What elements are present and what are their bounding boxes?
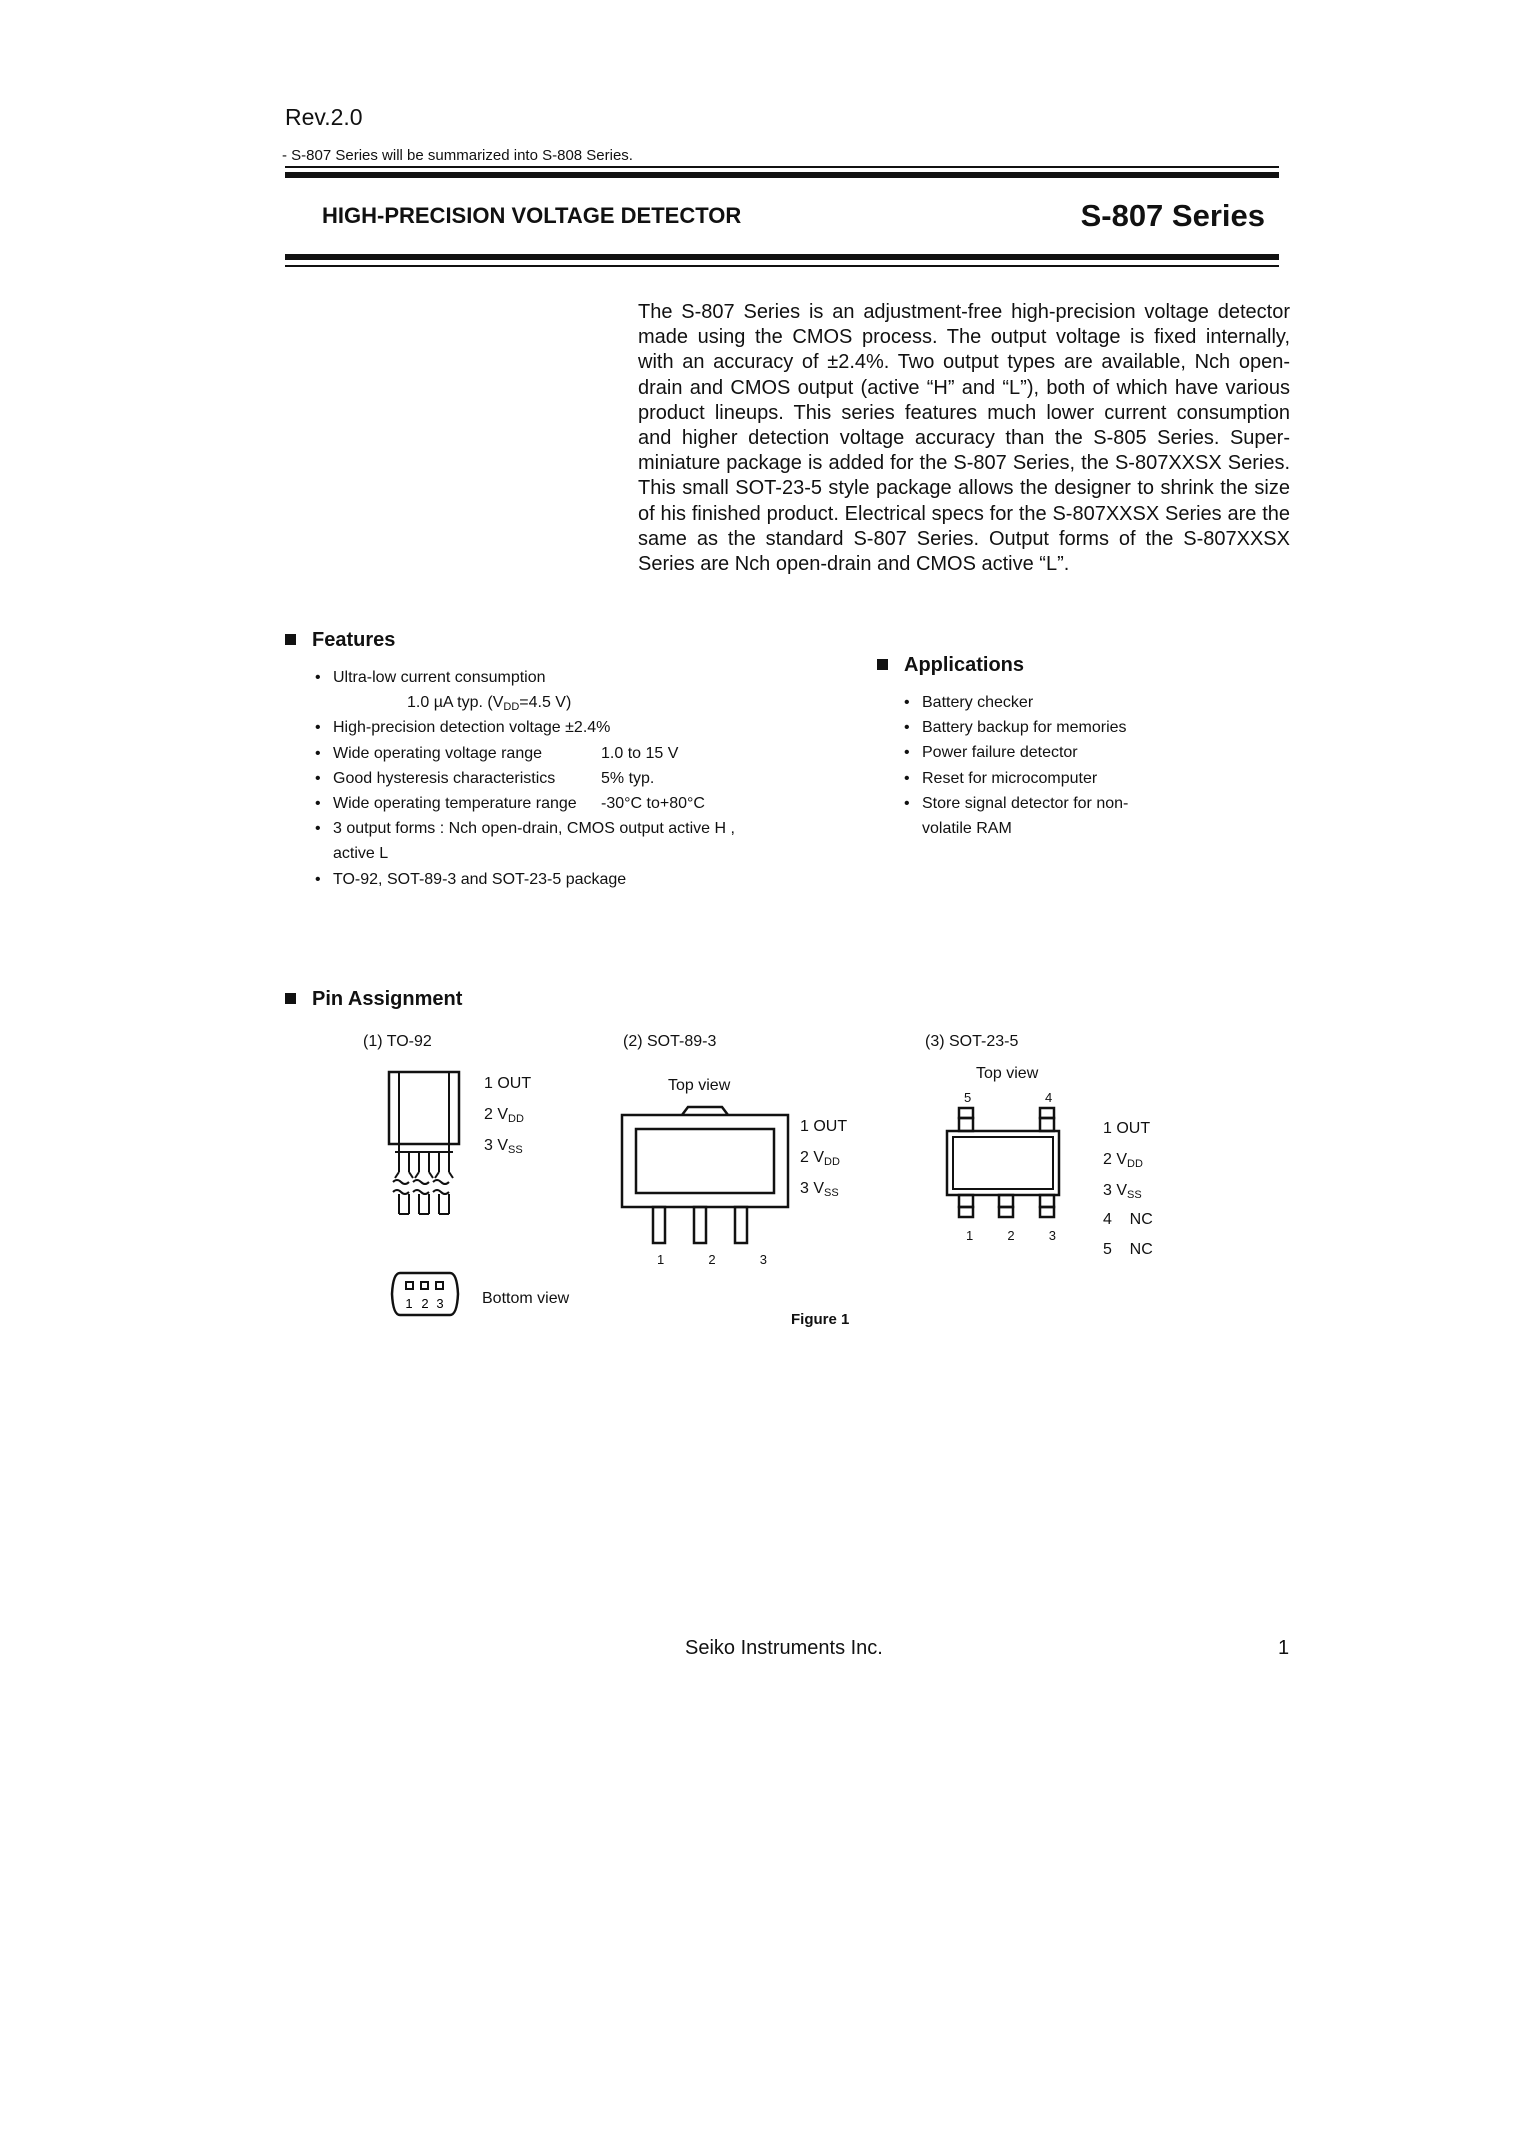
pin3-sub: SS — [1127, 1189, 1142, 1201]
pin3-sub: SS — [824, 1187, 839, 1199]
revision-label: Rev.2.0 — [285, 104, 363, 130]
feature-precision: High-precision detection voltage ±2.4% — [333, 719, 611, 737]
header-rule-thick-bottom — [285, 254, 1279, 260]
header-rule-thin-bottom — [285, 265, 1279, 267]
list-item — [900, 690, 1180, 715]
applications-list — [900, 690, 1180, 841]
current-post: =4.5 V) — [519, 694, 572, 712]
app-item: Reset for microcomputer — [922, 769, 1098, 787]
to92-package-drawing — [385, 1068, 465, 1220]
features-list — [311, 665, 831, 892]
pin2-sub: DD — [824, 1156, 840, 1168]
pin2-pre: 2 V — [800, 1149, 825, 1166]
list-item — [311, 766, 831, 791]
sot23-pin2 — [1103, 1151, 1143, 1170]
sot23-top-view: Top view — [976, 1065, 1039, 1082]
pin-assignment-heading-text: Pin Assignment — [312, 988, 463, 1010]
feature-temp-label: Wide operating temperature range — [333, 794, 577, 812]
list-item — [900, 740, 1180, 765]
to92-bottom-view-drawing — [390, 1270, 460, 1318]
header-rule-thin-top — [285, 166, 1279, 168]
sot89-pin3 — [800, 1180, 839, 1199]
footer-company: Seiko Instruments Inc. — [685, 1637, 883, 1659]
sot23-package-drawing — [944, 1105, 1064, 1225]
sot23-pin5: 5 NC — [1103, 1241, 1153, 1258]
list-item — [311, 816, 831, 841]
sot89-label: (2) SOT-89-3 — [623, 1033, 717, 1050]
app-item-cont: volatile RAM — [922, 819, 1012, 837]
bullet-square-icon — [285, 634, 296, 645]
pin3-sub: SS — [508, 1144, 523, 1156]
document-title: HIGH-PRECISION VOLTAGE DETECTOR — [322, 203, 742, 228]
to92-pin3 — [484, 1137, 523, 1156]
list-item — [900, 766, 1180, 791]
intro-paragraph: The S-807 Series is an adjustment-free high-precision voltage detector made using the CMOS process. The output voltage is fixed internally, with an accuracy of ±2.4%. Two output types are available, Nch open-drain and CMOS output (active “H” and “L”), both of which have various product lineups. This series features much lower current consumption and higher detection voltage accuracy than the S-805 Series. Super-miniature package is added for the S-807 Series, the S-807XXSX Series. This small SOT-23-5 style package allows the designer to shrink the size of his finished product. Electrical specs for the S-807XXSX Series are the same as the standard S-807 Series. Output forms of the S-807XXSX Series are Nch open-drain and CMOS active “L”. — [638, 301, 1290, 576]
current-sub: DD — [503, 701, 520, 714]
feature-voltage-value: 1.0 to 15 V — [601, 744, 679, 762]
bottom-pin-num: 2 — [421, 1296, 429, 1311]
feature-hysteresis-value: 5% typ. — [601, 769, 655, 787]
list-item — [900, 816, 1180, 841]
list-item — [311, 841, 831, 866]
pin2-pre: 2 V — [484, 1106, 509, 1123]
feature-temp-value: -30°C to+80°C — [601, 794, 705, 812]
figure-caption: Figure 1 — [791, 1311, 850, 1328]
app-item: Battery backup for memories — [922, 719, 1127, 737]
pin2-sub: DD — [1127, 1158, 1143, 1170]
bottom-pin-num: 1 — [405, 1296, 413, 1311]
to92-pin2 — [484, 1106, 524, 1125]
bullet-square-icon — [877, 659, 888, 670]
pin2-pre: 2 V — [1103, 1151, 1128, 1168]
to92-bottom-view-label: Bottom view — [482, 1290, 570, 1307]
pin3-pre: 3 V — [800, 1180, 825, 1197]
sot23-pin4-num: 4 — [1045, 1090, 1053, 1105]
pin3-pre: 3 V — [484, 1137, 509, 1154]
sot89-top-view: Top view — [668, 1077, 731, 1094]
header-rule-thick-top — [285, 172, 1279, 178]
current-pre: 1.0 µA typ. (V — [407, 694, 504, 712]
pin3-pre: 3 V — [1103, 1182, 1128, 1199]
feature-voltage-label: Wide operating voltage range — [333, 744, 543, 762]
features-heading-text: Features — [312, 629, 396, 651]
app-item: Store signal detector for non- — [922, 794, 1129, 812]
sot89-package-drawing — [620, 1097, 790, 1249]
applications-heading-text: Applications — [904, 654, 1025, 676]
list-item — [900, 715, 1180, 740]
list-item — [311, 867, 831, 892]
pin-num: 2 — [1007, 1228, 1015, 1243]
pin-num: 3 — [1048, 1228, 1056, 1243]
feature-packages: TO-92, SOT-89-3 and SOT-23-5 package — [333, 870, 627, 888]
pin-num: 1 — [966, 1228, 974, 1243]
sot23-pin3 — [1103, 1182, 1142, 1201]
pin-num: 1 — [657, 1252, 665, 1267]
app-item: Battery checker — [922, 694, 1034, 711]
feature-output-forms-cont: active L — [333, 845, 389, 863]
pin-assignment-heading — [285, 988, 462, 1011]
list-item — [311, 690, 831, 715]
sot89-pin-numbers — [657, 1252, 767, 1267]
list-item — [311, 665, 831, 690]
feature-ultra-low: Ultra-low current consumption — [333, 669, 546, 686]
feature-current-value — [407, 694, 572, 714]
pin2-sub: DD — [508, 1113, 524, 1125]
summary-note: - S-807 Series will be summarized into S-808 Series. — [282, 147, 633, 164]
list-item — [311, 715, 831, 740]
app-item: Power failure detector — [922, 744, 1078, 762]
feature-output-forms: 3 output forms : Nch open-drain, CMOS output active H , — [333, 820, 735, 838]
bottom-pin-num: 3 — [436, 1296, 444, 1311]
bullet-square-icon — [285, 993, 296, 1004]
list-item — [311, 741, 831, 766]
series-title: S-807 Series — [1080, 198, 1265, 233]
pin-num: 3 — [759, 1252, 767, 1267]
sot23-pin4: 4 NC — [1103, 1211, 1153, 1228]
features-heading — [285, 629, 395, 652]
sot23-bottom-pin-numbers — [966, 1228, 1056, 1243]
list-item — [900, 791, 1180, 816]
sot23-pin5-num: 5 — [964, 1090, 972, 1105]
sot89-pin2 — [800, 1149, 840, 1168]
sot23-pin1: 1 OUT — [1103, 1120, 1151, 1137]
list-item — [311, 791, 831, 816]
applications-heading — [877, 654, 1024, 677]
sot23-label: (3) SOT-23-5 — [925, 1033, 1019, 1050]
to92-label: (1) TO-92 — [363, 1033, 432, 1050]
sot89-pin1: 1 OUT — [800, 1118, 848, 1135]
page-number: 1 — [1278, 1637, 1290, 1659]
to92-pin1: 1 OUT — [484, 1075, 532, 1092]
feature-hysteresis-label: Good hysteresis characteristics — [333, 769, 556, 787]
pin-num: 2 — [708, 1252, 716, 1267]
